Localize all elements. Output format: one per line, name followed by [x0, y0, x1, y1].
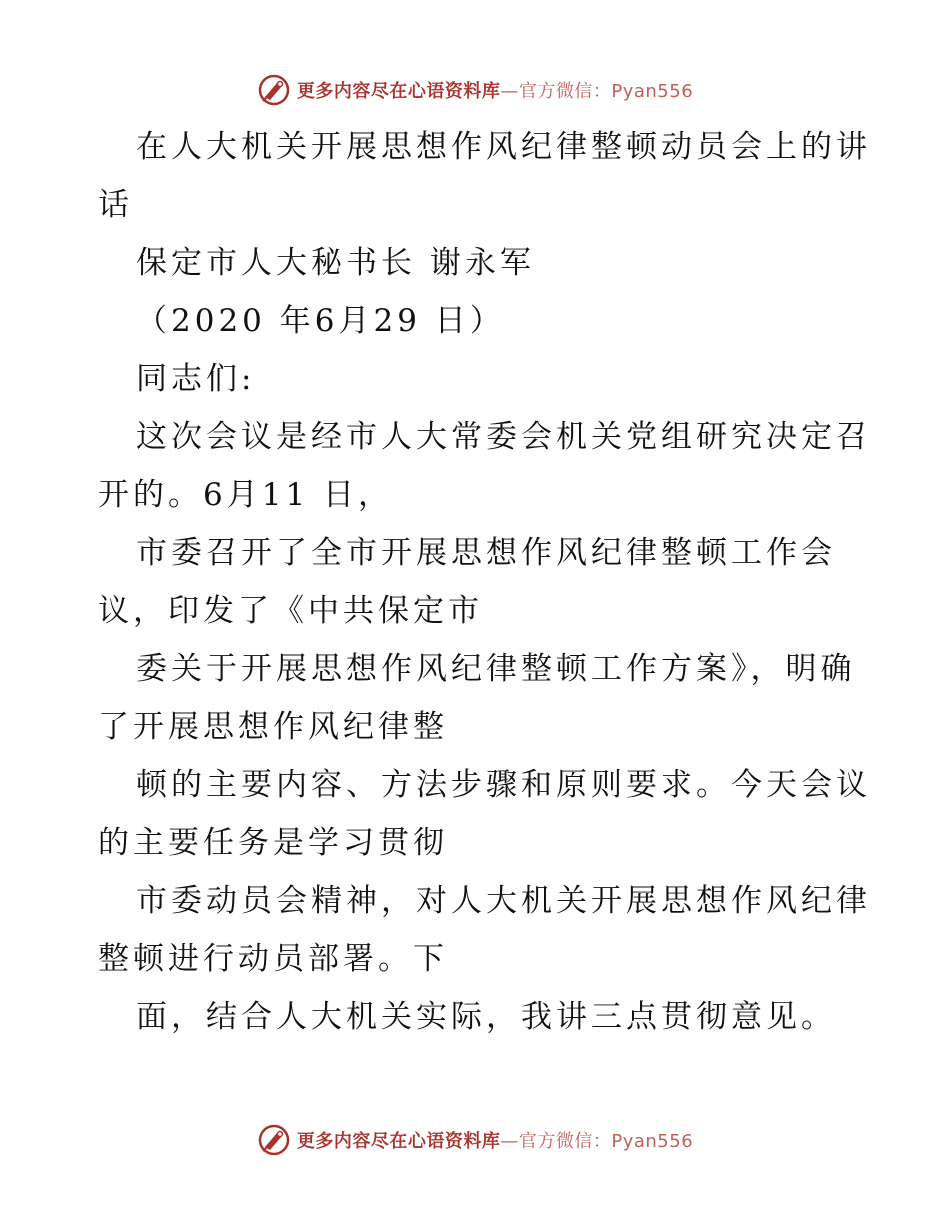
pen-nib-logo-icon: [257, 73, 291, 107]
pen-nib-logo-icon: [257, 1123, 291, 1157]
watermark-main-text: 更多内容尽在心语资料库: [296, 1131, 501, 1152]
watermark-wechat-text: 官方微信：Pyan556: [518, 1131, 694, 1152]
text-line: 这次会议是经市人大常委会机关党组研究决定召: [136, 419, 871, 455]
text-line: 委关于开展思想作风纪律整顿工作方案》，明确: [136, 651, 856, 687]
text-line: 的主要任务是学习贯彻: [98, 825, 448, 861]
text-line: 面，结合人大机关实际，我讲三点贯彻意见。: [136, 999, 836, 1035]
watermark-text: [297, 1127, 693, 1153]
text-line: 顿的主要内容、方法步骤和原则要求。今天会议: [136, 767, 871, 803]
text-line: 同志们:: [136, 361, 256, 397]
text-line: 开的。6月11 日，: [98, 477, 394, 513]
text-line: 议，印发了《中共保定市: [98, 593, 483, 629]
watermark-dash: —: [500, 81, 519, 102]
text-line: 市委召开了全市开展思想作风纪律整顿工作会: [136, 535, 836, 571]
text-line: 话: [98, 187, 133, 223]
footer-watermark-banner: [0, 1120, 950, 1160]
watermark-dash: —: [500, 1131, 519, 1152]
text-line: 整顿进行动员部署。下: [98, 941, 448, 977]
header-watermark-banner: [0, 70, 950, 110]
watermark-main-text: 更多内容尽在心语资料库: [296, 81, 501, 102]
text-line: 保定市人大秘书长 谢永军: [136, 245, 535, 281]
watermark-wechat-text: 官方微信：Pyan556: [518, 81, 694, 102]
watermark-text: [297, 77, 693, 103]
text-line: 市委动员会精神，对人大机关开展思想作风纪律: [136, 883, 871, 919]
text-line: 在人大机关开展思想作风纪律整顿动员会上的讲: [136, 129, 871, 165]
document-body: [98, 118, 871, 1046]
text-line: 了开展思想作风纪律整: [98, 709, 448, 745]
document-text: [98, 118, 871, 1046]
text-line: （2020 年6月29 日）: [136, 303, 505, 339]
